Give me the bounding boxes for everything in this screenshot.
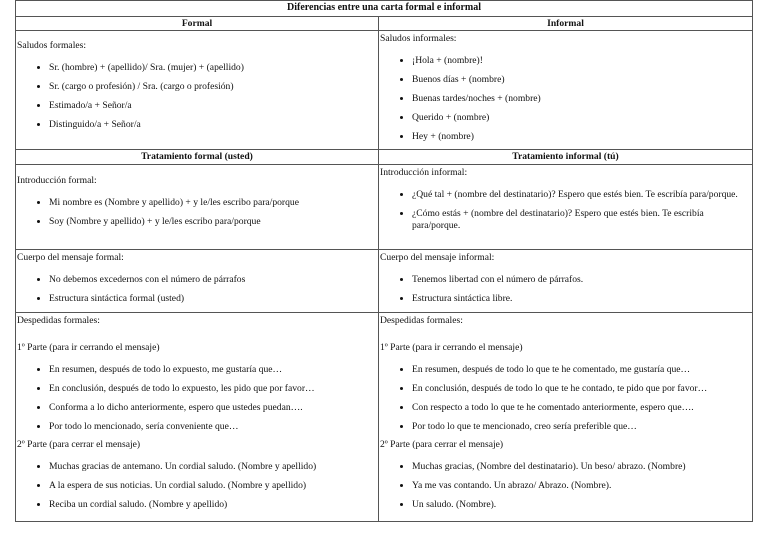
- header-formal-treatment: Tratamiento formal (usted): [16, 150, 379, 165]
- header-informal: Informal: [379, 16, 753, 31]
- header-informal-treatment: Tratamiento informal (tú): [379, 150, 753, 165]
- formal-introduction-lead: Introducción formal:: [17, 175, 97, 187]
- informal-closings-part1: 1º Parte (para ir cerrando el mensaje): [380, 342, 523, 354]
- header-formal: Formal: [16, 16, 379, 31]
- list-item: • ¡Hola + (nombre)!: [412, 55, 751, 67]
- title-row: [16, 1, 753, 17]
- list-item: • Con respecto a todo lo que te he comentado anteriormente, espero que….: [412, 402, 751, 414]
- body-row: [16, 250, 753, 313]
- informal-body-cell: [379, 250, 753, 313]
- informal-closings-part1-list: [380, 364, 751, 433]
- list-item: • Buenas tardes/noches + (nombre): [412, 93, 751, 105]
- list-item: • En conclusión, después de todo lo expuesto, les pido que por favor…: [49, 383, 377, 395]
- table-title: Diferencias entre una carta formal e informal: [16, 1, 753, 17]
- formal-introduction-cell: [16, 165, 379, 250]
- informal-introduction-list: [380, 189, 751, 232]
- formal-salutations-lead: Saludos formales:: [17, 40, 87, 52]
- informal-closings-lead: Despedidas formales:: [380, 315, 463, 327]
- list-item: • No debemos excedernos con el número de párrafos: [49, 274, 377, 286]
- introduction-row: [16, 165, 753, 250]
- formal-salutations-list: [17, 62, 377, 131]
- list-item: • Buenos días + (nombre): [412, 74, 751, 86]
- list-item: • Hey + (nombre): [412, 131, 751, 143]
- formal-closings-part2-list: [17, 461, 377, 511]
- list-item: • Un saludo. (Nombre).: [412, 499, 751, 511]
- informal-body-list: [380, 274, 751, 305]
- closings-row: [16, 313, 753, 522]
- informal-introduction-lead: Introducción informal:: [380, 167, 468, 179]
- formal-closings-part1-list: [17, 364, 377, 433]
- list-item: • Distinguido/a + Señor/a: [49, 119, 377, 131]
- document: [15, 0, 752, 522]
- list-item: • ¿Cómo estás + (nombre del destinatario)? Espero que estés bien. Te escribía para/porque.: [412, 208, 751, 232]
- list-item: • En conclusión, después de todo lo que te he contado, te pido que por favor…: [412, 383, 751, 395]
- list-item: • Sr. (hombre) + (apellido)/ Sra. (mujer) + (apellido): [49, 62, 377, 74]
- list-item: • Mi nombre es (Nombre y apellido) + y le/les escribo para/porque: [49, 197, 377, 209]
- list-item: • Conforma a lo dicho anteriormente, espero que ustedes puedan….: [49, 402, 377, 414]
- list-item: • Estructura sintáctica libre.: [412, 293, 751, 305]
- formal-introduction-list: [17, 197, 377, 228]
- header-row: [16, 16, 753, 31]
- list-item: • Estructura sintáctica formal (usted): [49, 293, 377, 305]
- informal-salutations-lead: Saludos informales:: [380, 33, 457, 45]
- list-item: • A la espera de sus noticias. Un cordial saludo. (Nombre y apellido): [49, 480, 377, 492]
- list-item: • ¿Qué tal + (nombre del destinatario)? Espero que estés bien. Te escribía para/porque.: [412, 189, 751, 201]
- list-item: • Soy (Nombre y apellido) + y le/les escribo para/porque: [49, 216, 377, 228]
- formal-body-lead: Cuerpo del mensaje formal:: [17, 252, 124, 264]
- treatment-header-row: [16, 150, 753, 165]
- formal-closings-lead: Despedidas formales:: [17, 315, 100, 327]
- comparison-table: [15, 0, 753, 522]
- salutations-row: [16, 31, 753, 150]
- list-item: • Por todo lo que te mencionado, creo sería preferible que…: [412, 421, 751, 433]
- formal-salutations-cell: [16, 31, 379, 150]
- formal-closings-part1: 1º Parte (para ir cerrando el mensaje): [17, 342, 160, 354]
- formal-body-list: [17, 274, 377, 305]
- list-item: • Sr. (cargo o profesión) / Sra. (cargo o profesión): [49, 81, 377, 93]
- formal-body-cell: [16, 250, 379, 313]
- list-item: • Estimado/a + Señor/a: [49, 100, 377, 112]
- list-item: • En resumen, después de todo lo expuesto, me gustaría que…: [49, 364, 377, 376]
- informal-closings-cell: [379, 313, 753, 522]
- formal-closings-cell: [16, 313, 379, 522]
- informal-salutations-cell: [379, 31, 753, 150]
- list-item: • En resumen, después de todo lo que te he comentado, me gustaría que…: [412, 364, 751, 376]
- informal-salutations-list: [380, 55, 751, 143]
- informal-closings-part2-list: [380, 461, 751, 511]
- list-item: • Querido + (nombre): [412, 112, 751, 124]
- list-item: • Ya me vas contando. Un abrazo/ Abrazo. (Nombre).: [412, 480, 751, 492]
- list-item: • Muchas gracias de antemano. Un cordial saludo. (Nombre y apellido): [49, 461, 377, 473]
- list-item: • Reciba un cordial saludo. (Nombre y apellido): [49, 499, 377, 511]
- informal-closings-part2: 2º Parte (para cerrar el mensaje): [380, 439, 504, 451]
- informal-body-lead: Cuerpo del mensaje informal:: [380, 252, 495, 264]
- informal-introduction-cell: [379, 165, 753, 250]
- formal-closings-part2: 2º Parte (para cerrar el mensaje): [17, 439, 141, 451]
- list-item: • Tenemos libertad con el número de párrafos.: [412, 274, 751, 286]
- list-item: • Por todo lo mencionado, sería conveniente que…: [49, 421, 377, 433]
- list-item: • Muchas gracias, (Nombre del destinatario). Un beso/ abrazo. (Nombre): [412, 461, 751, 473]
